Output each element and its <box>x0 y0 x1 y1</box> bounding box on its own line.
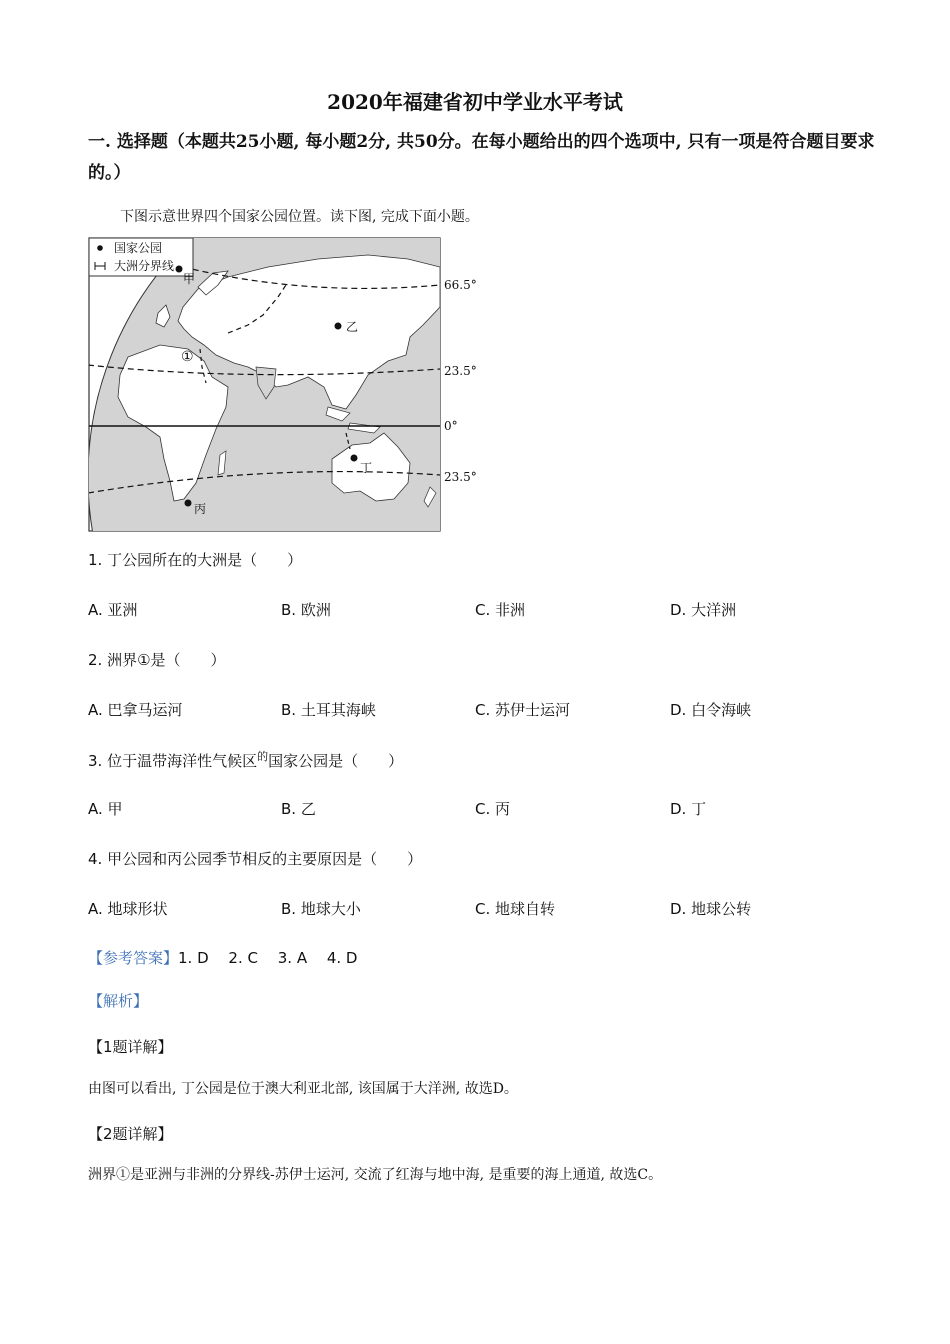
intro-text: 下图示意世界四个国家公园位置。读下图, 完成下面小题。 <box>120 209 479 225</box>
q2-option-c: C. 苏伊士运河 <box>475 701 571 719</box>
q3-stem-part-a: 3. 位于温带海洋性气候区 <box>88 752 258 770</box>
q3-option-d: D. 丁 <box>670 800 707 818</box>
q3-stem-superscript: 的 <box>257 750 269 763</box>
detail-1-heading: 【1题详解】 <box>88 1038 173 1056</box>
q3-stem-part-b: 国家公园是（ ） <box>268 752 404 770</box>
question-2-stem: 2. 洲界①是（ ） <box>88 651 226 669</box>
q1-option-a: A. 亚洲 <box>88 601 138 619</box>
detail-1-text: 由图可以看出, 丁公园是位于澳大利亚北部, 该国属于大洋洲, 故选D。 <box>88 1081 518 1097</box>
question-1-stem: 1. 丁公园所在的大洲是（ ） <box>88 551 303 569</box>
question-4-stem: 4. 甲公园和丙公园季节相反的主要原因是（ ） <box>88 850 423 868</box>
q2-option-b: B. 土耳其海峡 <box>281 701 376 719</box>
answer-text: 1. D 2. C 3. A 4. D <box>178 949 358 967</box>
world-map-figure <box>88 237 488 533</box>
q4-option-c: C. 地球自转 <box>475 900 556 918</box>
lat-label-0: 0° <box>444 419 458 433</box>
q4-option-d: D. 地球公转 <box>670 900 752 918</box>
park-label-jia: 甲 <box>183 272 196 286</box>
legend-park-label: 国家公园 <box>114 241 163 255</box>
park-label-ding: 丁 <box>360 461 373 475</box>
lat-label-23n: 23.5° <box>444 364 477 378</box>
park-label-yi: 乙 <box>346 320 359 334</box>
park-point-ding <box>351 455 358 462</box>
lat-label-23s: 23.5° <box>444 470 477 484</box>
page-title: 2020年福建省初中学业水平考试 <box>327 90 623 114</box>
answer-line <box>88 947 357 968</box>
q3-option-b: B. 乙 <box>281 800 316 818</box>
q3-option-a: A. 甲 <box>88 800 123 818</box>
q2-option-d: D. 白令海峡 <box>670 701 752 719</box>
lat-label-66: 66.5° <box>444 278 477 292</box>
park-point-jia <box>176 266 183 273</box>
park-point-yi <box>335 323 342 330</box>
q1-option-b: B. 欧洲 <box>281 601 331 619</box>
detail-2-heading: 【2题详解】 <box>88 1125 173 1143</box>
section-heading: 一. 选择题（本题共25小题, 每小题2分, 共50分。在每小题给出的四个选项中, 只有一项是符合题目要求的。） <box>88 132 875 183</box>
park-label-bing: 丙 <box>194 502 207 516</box>
q1-option-d: D. 大洋洲 <box>670 601 737 619</box>
q4-option-a: A. 地球形状 <box>88 900 168 918</box>
q3-option-c: C. 丙 <box>475 800 511 818</box>
question-3-stem <box>88 748 403 771</box>
q1-option-c: C. 非洲 <box>475 601 526 619</box>
legend-boundary-label: 大洲分界线 <box>114 259 175 273</box>
q4-option-b: B. 地球大小 <box>281 900 361 918</box>
detail-2-text: 洲界①是亚洲与非洲的分界线-苏伊士运河, 交流了红海与地中海, 是重要的海上通道, 故选C。 <box>88 1167 663 1183</box>
park-point-bing <box>185 500 192 507</box>
boundary-marker: ① <box>181 349 194 365</box>
legend-park-dot <box>97 245 103 251</box>
answer-label: 【参考答案】 <box>88 949 179 967</box>
q2-option-a: A. 巴拿马运河 <box>88 701 183 719</box>
analysis-label: 【解析】 <box>88 992 149 1010</box>
